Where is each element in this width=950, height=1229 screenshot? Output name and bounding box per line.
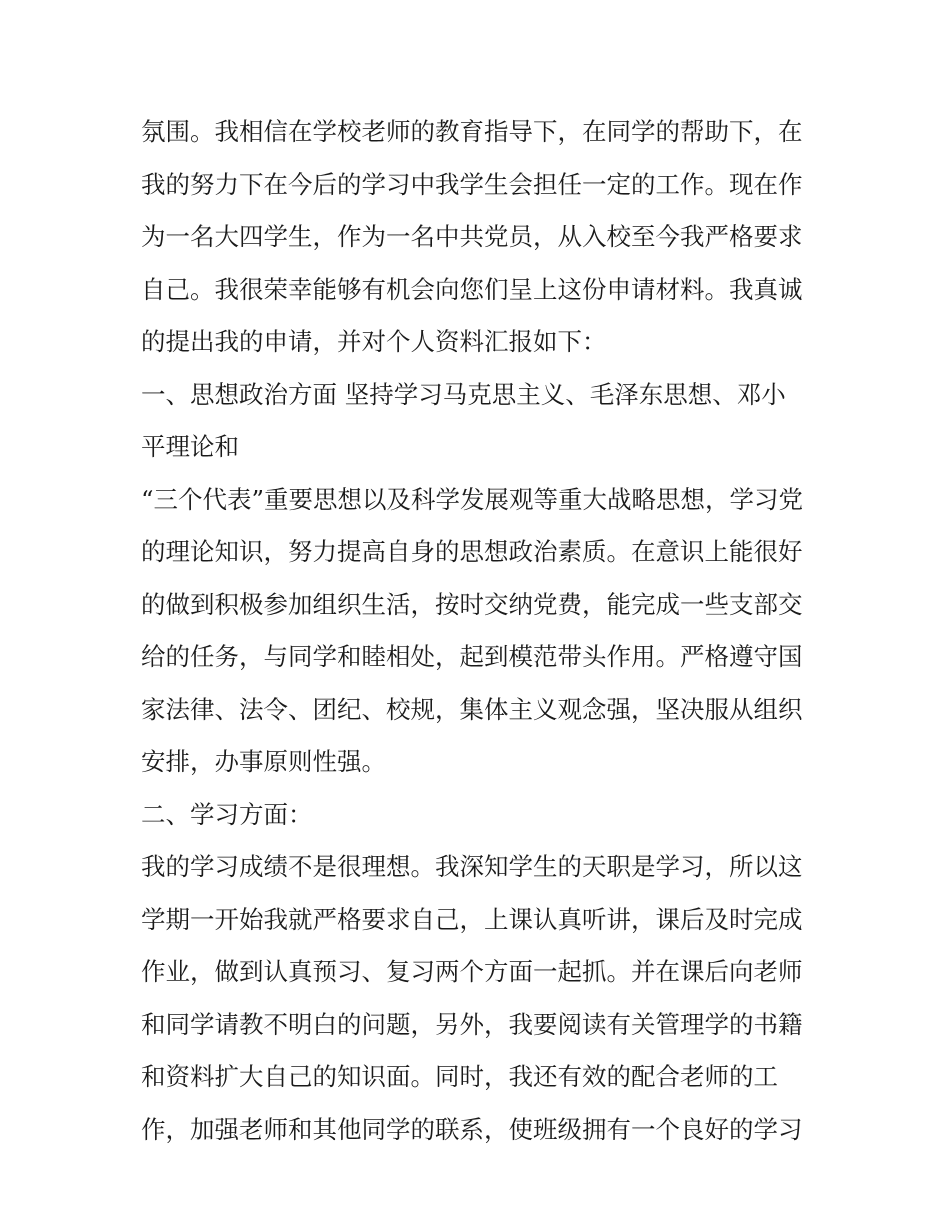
text-line: 的理论知识，努力提高自身的思想政治素质。在意识上能很好	[141, 537, 803, 566]
text-line: 的提出我的申请，并对个人资料汇报如下：	[141, 327, 607, 356]
text-line: 我的努力下在今后的学习中我学生会担任一定的工作。现在作	[141, 169, 803, 199]
text-line: 的做到积极参加组织生活，按时交纳党费，能完成一些支部交	[141, 589, 803, 619]
text-line: 和资料扩大自己的知识面。同时，我还有效的配合老师的工	[141, 1062, 778, 1091]
text-line: 为一名大四学生，作为一名中共党员，从入校至今我严格要求	[141, 222, 803, 251]
text-line: 和同学请教不明白的问题，另外，我要阅读有关管理学的书籍	[141, 1009, 803, 1039]
text-line: 作业，做到认真预习、复习两个方面一起抓。并在课后向老师	[141, 957, 803, 986]
text-line: 作，加强老师和其他同学的联系，使班级拥有一个良好的学习	[141, 1114, 803, 1144]
text-line: 平理论和	[141, 432, 239, 461]
text-line: 家法律、法令、团纪、校规，集体主义观念强，坚决服从组织	[141, 694, 803, 724]
text-line: 给的任务，与同学和睦相处，起到模范带头作用。严格遵守国	[141, 642, 803, 671]
section-heading-politics: 一、思想政治方面 坚持学习马克思主义、毛泽东思想、邓小	[141, 379, 786, 409]
document-body	[141, 106, 821, 1156]
section-heading-study: 二、学习方面：	[141, 799, 313, 829]
text-line: 氛围。我相信在学校老师的教育指导下，在同学的帮助下，在	[141, 117, 803, 146]
text-line: 我的学习成绩不是很理想。我深知学生的天职是学习，所以这	[141, 852, 803, 881]
text-line: 学期一开始我就严格要求自己，上课认真听讲，课后及时完成	[141, 904, 803, 934]
text-line: 自己。我很荣幸能够有机会向您们呈上这份申请材料。我真诚	[141, 274, 803, 304]
text-line: 安排，办事原则性强。	[141, 747, 386, 776]
text-line: “三个代表”重要思想以及科学发展观等重大战略思想，学习党	[141, 484, 804, 514]
